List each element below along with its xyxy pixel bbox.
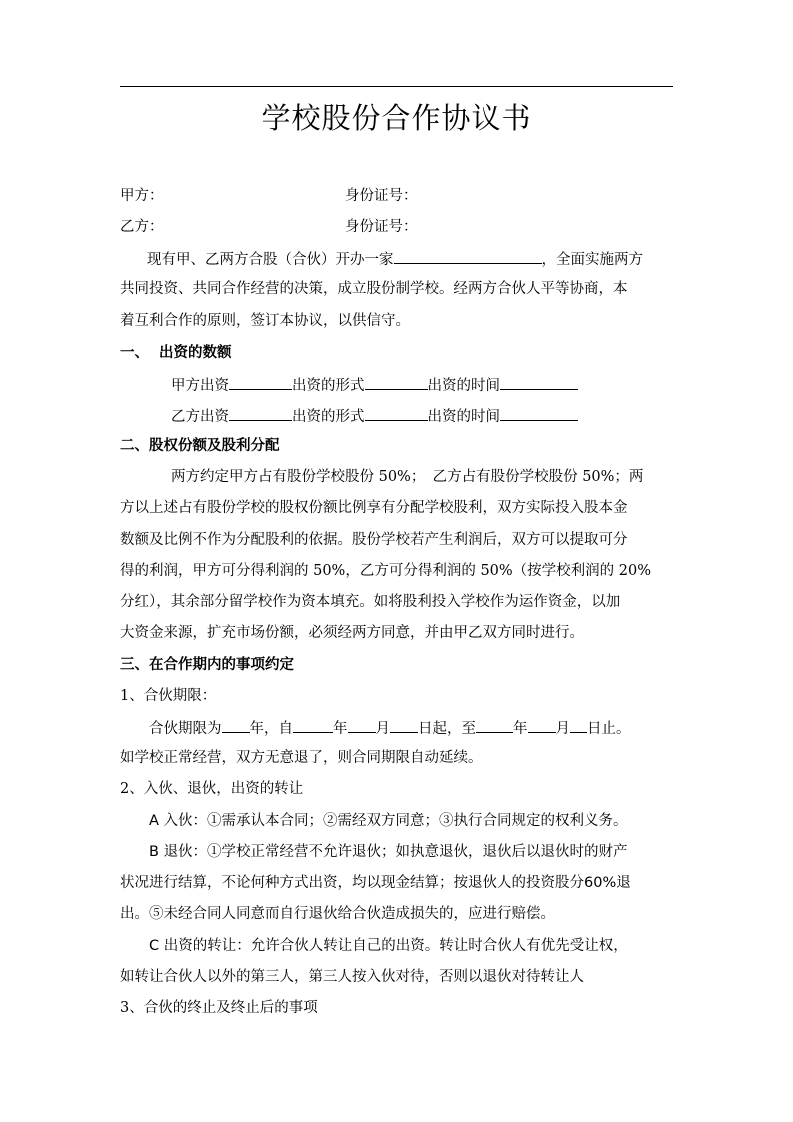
document-title: 学校股份合作协议书 [261,101,532,135]
blank [570,717,587,733]
s2-line: 方以上述占有股份学校的股权份额比例享有分配学校股利，双方实际投入股本金 [120,500,628,516]
s2-line: 两方约定甲方占有股份学校股份 50%； 乙方占有股份学校股份 50%；两 [171,469,644,485]
section-2-heading: 二、股权份额及股利分配 [120,437,280,454]
blank [365,374,428,390]
clause-b-line-3: 出。⑤未经合同人同意而自行退伙给合伙造成损失的，应进行赔偿。 [120,906,555,922]
header-rule [120,86,673,87]
clause-c-line-2: 如转让合伙人以外的第三人，第三人按入伙对待，否则以退伙对待转让人 [120,969,584,985]
party-b-id-label: 身份证号： [345,219,418,235]
s2-line: 大资金来源，扩充市场份额，必须经两方同意，并由甲乙双方同时进行。 [120,625,584,641]
blank [293,717,333,733]
item-3-heading: 3、合伙的终止及终止后的事项 [120,1000,318,1016]
s2-line: 分红），其余部分留学校作为资本填充。如将股利投入学校作为运作资金，以加 [120,594,621,610]
blank [348,717,376,733]
blank [528,717,556,733]
item-1-heading: 1、合伙期限： [120,688,217,704]
item-2-heading: 2、入伙、退伙，出资的转让 [120,781,304,797]
capital-row-b: 乙方出资 出资的形式 出资的时间 [171,405,578,427]
blank [476,717,513,733]
blank [222,717,250,733]
term-line-2: 如学校正常经营，双方无意退了，则合同期限自动延续。 [120,750,483,766]
school-name-blank [394,248,542,264]
clause-b-line-1: B 退伙：①学校正常经营不允许退伙；如执意退伙，退伙后以退伙时的财产 [149,844,628,860]
capital-row-a: 甲方出资 出资的形式 出资的时间 [171,374,578,396]
party-b-label: 乙方： [120,219,164,235]
blank [229,405,292,421]
party-a-id-label: 身份证号： [345,188,418,204]
s2-line: 数额及比例不作为分配股利的依据。股份学校若产生利润后，双方可以提取可分 [120,532,628,548]
section-1-heading: 一、 出资的数额 [120,344,232,361]
party-b-line [120,217,164,237]
party-a-line [120,186,164,206]
s2-line: 得的利润，甲方可分得利润的 50%，乙方可分得利润的 50%（按学校利润的 20% [120,563,652,579]
clause-a: A 入伙：①需承认本合同；②需经双方同意；③执行合同规定的权利义务。 [149,813,628,829]
blank [365,405,428,421]
party-a-label: 甲方： [120,188,164,204]
term-line: 合伙期限为 年，自 年 月 日起，至 年 月 日止。 [149,717,631,739]
blank [229,374,292,390]
intro-line-3: 着互利合作的原则，签订本协议，以供信守。 [120,313,410,329]
clause-c-line-1: C 出资的转让：允许合伙人转让自己的出资。转让时合伙人有优先受让权， [149,938,628,954]
clause-b-line-2: 状况进行结算，不论何种方式出资，均以现金结算；按退伙人的投资股分60%退 [120,875,631,891]
blank [390,717,418,733]
blank [500,405,578,421]
section-3-heading: 三、在合作期内的事项约定 [120,656,294,673]
intro-line-1: 现有甲、乙两方合股（合伙）开办一家 ，全面实施两方 [147,248,643,270]
blank [500,374,578,390]
intro-line-2: 共同投资、共同合作经营的决策，成立股份制学校。经两方合伙人平等协商，本 [120,281,628,297]
